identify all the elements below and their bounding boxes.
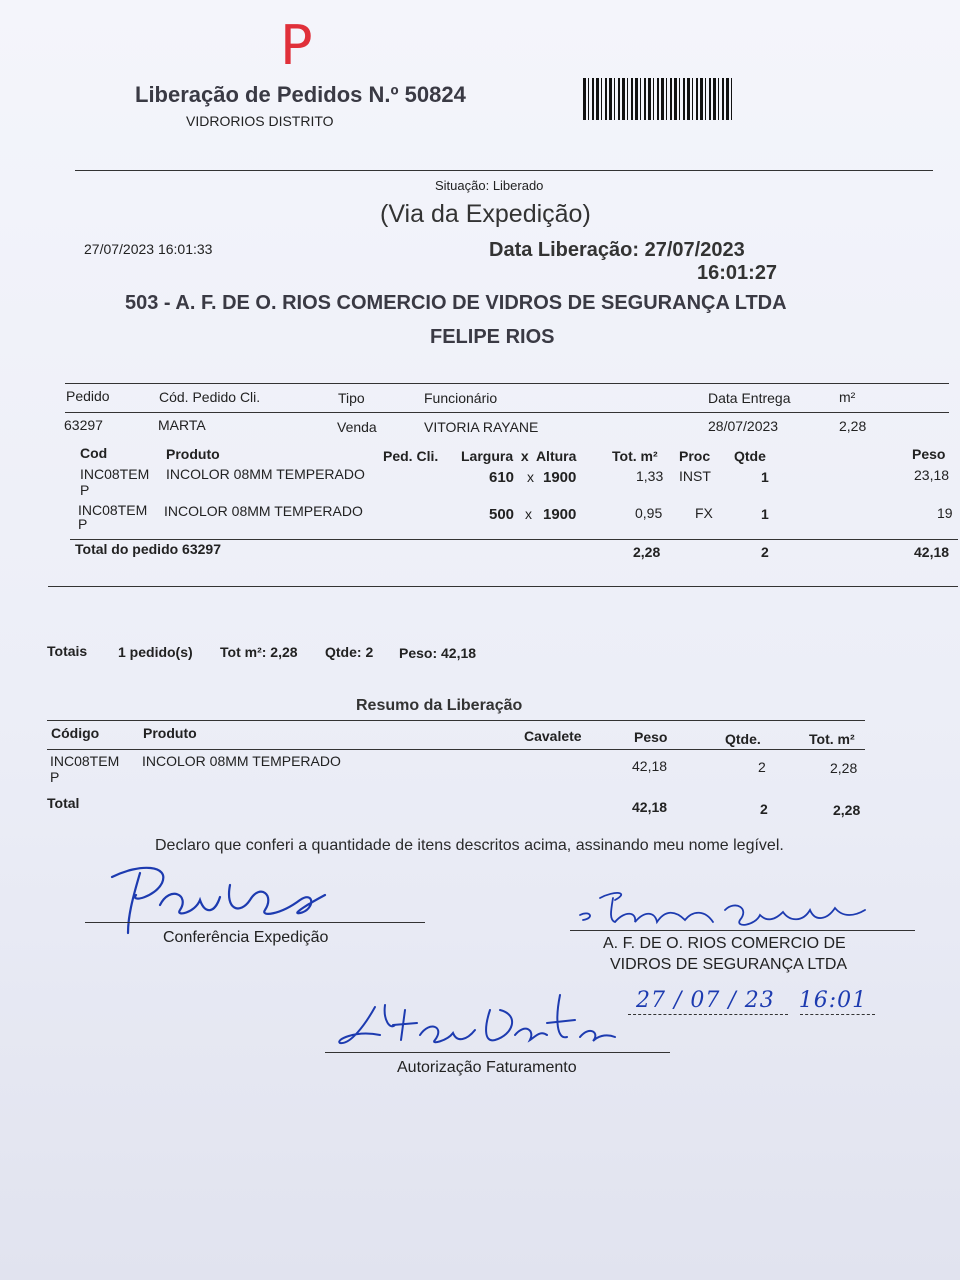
handwritten-date: 27 / 07 / 23 16:01 xyxy=(636,988,868,1013)
col-tot-m2: Tot. m² xyxy=(612,448,658,464)
label-conferencia-expedicao: Conferência Expedição xyxy=(163,929,329,946)
summary-row-produto: INCOLOR 08MM TEMPERADO xyxy=(142,753,341,769)
summary-col-codigo: Código xyxy=(51,725,100,741)
item-1-altura: 1900 xyxy=(543,469,577,486)
client-contact: FELIPE RIOS xyxy=(430,326,555,348)
totals-qtde: Qtde: 2 xyxy=(325,644,374,660)
order-cod-cli: MARTA xyxy=(158,417,206,433)
label-autorizacao-faturamento: Autorização Faturamento xyxy=(397,1059,577,1076)
status-text: Situação: Liberado xyxy=(435,178,544,193)
summary-row-codigo: INC08TEM xyxy=(50,753,120,769)
col-peso: Peso xyxy=(912,446,946,462)
col-pedido: Pedido xyxy=(66,388,110,404)
declaration-text: Declaro que conferi a quantidade de itens descritos acima, assinando meu nome legível. xyxy=(155,837,784,854)
copy-label: (Via da Expedição) xyxy=(380,200,591,228)
item-1-largura: 610 xyxy=(489,469,515,486)
release-time: 16:01:27 xyxy=(697,262,778,284)
item-2-cod: INC08TEM xyxy=(78,502,148,518)
item-2-proc: FX xyxy=(695,505,713,521)
order-m2: 2,28 xyxy=(839,418,867,434)
summary-row-codigo-cont: P xyxy=(50,769,60,785)
printed-timestamp: 27/07/2023 16:01:33 xyxy=(84,241,213,257)
summary-col-tot-m2: Tot. m² xyxy=(809,731,855,747)
item-1-cod-cont: P xyxy=(80,482,90,498)
summary-total-label: Total xyxy=(47,795,80,811)
release-date: Data Liberação: 27/07/2023 xyxy=(489,239,745,261)
barcode xyxy=(583,78,733,120)
item-1-tot-m2: 1,33 xyxy=(636,468,664,484)
col-cod: Cod xyxy=(80,445,108,461)
summary-col-cavalete: Cavalete xyxy=(524,728,582,744)
item-2-produto: INCOLOR 08MM TEMPERADO xyxy=(164,503,363,519)
item-1-x: x xyxy=(527,469,534,485)
item-1-proc: INST xyxy=(679,468,711,484)
client-signature-line1: A. F. DE O. RIOS COMERCIO DE xyxy=(603,935,846,952)
summary-row-qtde: 2 xyxy=(758,759,766,775)
signature-expedicao xyxy=(100,855,340,940)
signature-faturamento xyxy=(335,985,625,1060)
company-short-name: VIDRORIOS DISTRITO xyxy=(186,113,334,129)
item-1-produto: INCOLOR 08MM TEMPERADO xyxy=(166,466,365,482)
item-2-tot-m2: 0,95 xyxy=(635,505,663,521)
summary-row-tot-m2: 2,28 xyxy=(830,760,858,776)
totals-label: Totais xyxy=(47,643,88,659)
summary-col-qtde: Qtde. xyxy=(725,731,761,747)
col-largura-altura: Largura x Altura xyxy=(461,448,577,464)
totals-peso: Peso: 42,18 xyxy=(399,645,477,661)
item-1-cod: INC08TEM xyxy=(80,466,150,482)
summary-total-qtde: 2 xyxy=(760,801,768,817)
order-funcionario: VITORIA RAYANE xyxy=(424,419,539,435)
order-total-qtde: 2 xyxy=(761,544,769,560)
item-2-largura: 500 xyxy=(489,506,515,523)
col-data-entrega: Data Entrega xyxy=(708,390,791,406)
order-total-peso: 42,18 xyxy=(914,544,950,560)
summary-total-tot-m2: 2,28 xyxy=(833,802,861,818)
document-title: Liberação de Pedidos N.º 50824 xyxy=(135,82,466,107)
item-1-qtde: 1 xyxy=(761,469,769,485)
col-tipo: Tipo xyxy=(338,390,365,406)
order-total-m2: 2,28 xyxy=(633,544,661,560)
summary-col-produto: Produto xyxy=(143,725,197,741)
totals-pedidos: 1 pedido(s) xyxy=(118,644,193,660)
col-ped-cli: Ped. Cli. xyxy=(383,448,439,464)
summary-total-peso: 42,18 xyxy=(632,799,668,815)
col-m2: m² xyxy=(839,389,856,405)
item-2-peso: 19 xyxy=(937,505,953,521)
client-name: 503 - A. F. DE O. RIOS COMERCIO DE VIDROS DE SEGURANÇA LTDA xyxy=(125,292,787,314)
signature-client xyxy=(575,880,875,930)
item-2-cod-cont: P xyxy=(78,516,88,532)
summary-row-peso: 42,18 xyxy=(632,758,668,774)
col-cod-pedido-cli: Cód. Pedido Cli. xyxy=(159,389,261,405)
order-total-label: Total do pedido 63297 xyxy=(75,541,221,557)
summary-col-peso: Peso xyxy=(634,729,668,745)
item-1-peso: 23,18 xyxy=(914,467,950,483)
col-qtde: Qtde xyxy=(734,448,766,464)
summary-title: Resumo da Liberação xyxy=(356,697,523,714)
order-data-entrega: 28/07/2023 xyxy=(708,418,779,434)
client-signature-line2: VIDROS DE SEGURANÇA LTDA xyxy=(610,956,848,973)
order-pedido: 63297 xyxy=(64,417,103,433)
col-funcionario: Funcionário xyxy=(424,390,498,406)
totals-m2: Tot m²: 2,28 xyxy=(220,644,298,660)
col-proc: Proc xyxy=(679,448,711,464)
item-2-altura: 1900 xyxy=(543,506,577,523)
col-produto: Produto xyxy=(166,446,220,462)
handwritten-mark: P xyxy=(280,14,313,77)
item-2-x: x xyxy=(525,506,532,522)
order-tipo: Venda xyxy=(337,419,377,435)
item-2-qtde: 1 xyxy=(761,506,769,522)
